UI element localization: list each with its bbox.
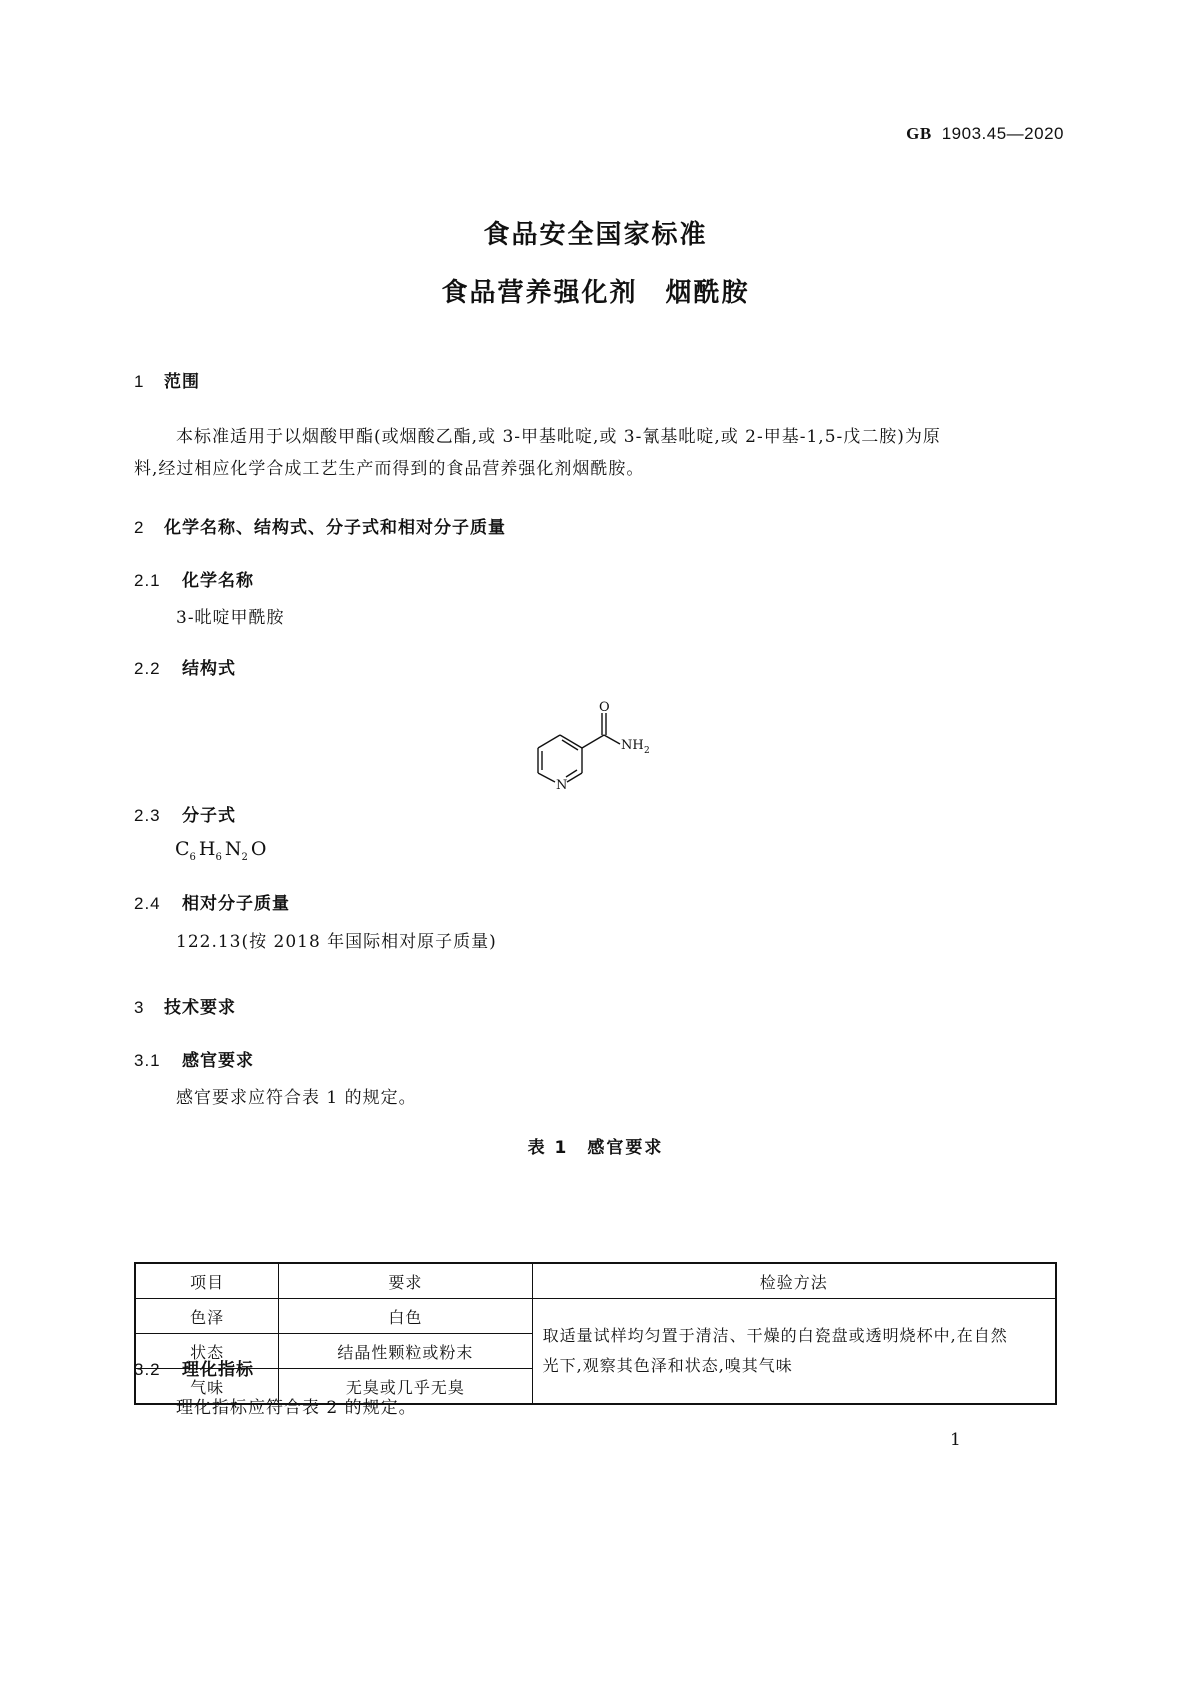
formula-count: 6 xyxy=(189,851,196,863)
section-2-4-heading xyxy=(134,889,290,914)
pyridine-ring xyxy=(538,735,582,782)
section-2-heading xyxy=(134,513,506,538)
section-number: 2.1 xyxy=(134,571,161,590)
section-2-1-heading xyxy=(134,566,254,591)
section-title: 化学名称 xyxy=(182,571,254,591)
amino-subscript: 2 xyxy=(644,746,650,756)
test-method-line-2: 光下,观察其色泽和状态,嗅其气味 xyxy=(542,1356,793,1375)
section-number: 2.2 xyxy=(134,659,161,678)
section-title: 分子式 xyxy=(182,806,236,826)
document-title: 食品安全国家标准 xyxy=(483,220,708,250)
section-2-3-heading xyxy=(134,801,236,826)
section-title: 结构式 xyxy=(182,659,236,679)
test-method-cell xyxy=(532,1299,1056,1405)
section-1-heading xyxy=(134,367,200,392)
formula-element: O xyxy=(250,838,267,860)
row-item: 状态 xyxy=(135,1334,279,1369)
section-number: 3.1 xyxy=(134,1051,161,1070)
header-item: 项目 xyxy=(135,1263,279,1299)
section-title: 范围 xyxy=(164,372,200,392)
formula-element: C xyxy=(175,838,190,860)
molecular-weight: 122.13(按 2018 年国际相对原子质量) xyxy=(176,932,497,952)
table-header-row xyxy=(135,1263,1056,1299)
section-3-1-heading xyxy=(134,1046,254,1071)
section-title: 感官要求 xyxy=(182,1051,254,1071)
standard-number: 1903.45—2020 xyxy=(941,124,1064,143)
amino-group: NH xyxy=(621,738,644,753)
section-title: 理化指标 xyxy=(182,1360,254,1380)
scope-line-2: 料,经过相应化学合成工艺生产而得到的食品营养强化剂烟酰胺。 xyxy=(134,459,645,479)
formula-count: 6 xyxy=(215,851,222,863)
table-1-caption: 表 1 感官要求 xyxy=(527,1138,664,1158)
scope-paragraph xyxy=(134,421,1064,485)
formula-element: H xyxy=(198,838,216,860)
section-number: 3 xyxy=(134,998,145,1017)
section-number: 3.2 xyxy=(134,1360,161,1379)
section-number: 2.4 xyxy=(134,894,161,913)
section-number: 2.3 xyxy=(134,806,161,825)
row-requirement: 结晶性颗粒或粉末 xyxy=(279,1334,532,1369)
formula-count: 2 xyxy=(241,851,248,863)
section-number: 2 xyxy=(134,518,145,537)
ring-nitrogen-atom: N xyxy=(556,778,568,793)
document-subtitle: 食品营养强化剂 烟酰胺 xyxy=(441,278,750,308)
header-method: 检验方法 xyxy=(532,1263,1056,1299)
row-requirement: 无臭或几乎无臭 xyxy=(279,1369,532,1405)
standard-prefix: GB xyxy=(906,124,932,143)
formula-element: N xyxy=(224,838,242,860)
chemical-name: 3-吡啶甲酰胺 xyxy=(176,608,285,628)
section-number: 1 xyxy=(134,372,145,391)
row-requirement: 白色 xyxy=(279,1299,532,1334)
section-title: 技术要求 xyxy=(164,998,236,1018)
sensory-requirements-table xyxy=(134,1262,1057,1405)
physicochemical-text: 理化指标应符合表 2 的规定。 xyxy=(176,1398,417,1418)
test-method-line-1: 取适量试样均匀置于清洁、干燥的白瓷盘或透明烧杯中,在自然 xyxy=(542,1326,1008,1345)
amide-group xyxy=(582,713,620,748)
sensory-requirement-text: 感官要求应符合表 1 的规定。 xyxy=(176,1088,417,1108)
section-title: 化学名称、结构式、分子式和相对分子质量 xyxy=(164,518,506,538)
section-3-2-heading xyxy=(134,1355,254,1380)
structural-formula xyxy=(520,700,670,850)
scope-line-1: 本标准适用于以烟酸甲酯(或烟酸乙酯,或 3-甲基吡啶,或 3-氰基吡啶,或 2-甲基-1,5-戊二胺)为原 xyxy=(176,427,941,447)
oxygen-atom: O xyxy=(599,700,610,715)
section-3-heading xyxy=(134,993,236,1018)
section-title: 相对分子质量 xyxy=(182,894,290,914)
section-2-2-heading xyxy=(134,654,236,679)
table-row xyxy=(135,1299,1056,1334)
molecular-formula xyxy=(175,838,266,863)
row-item: 色泽 xyxy=(135,1299,279,1334)
standard-code xyxy=(906,124,1064,144)
page-number: 1 xyxy=(950,1430,961,1450)
row-item: 气味 xyxy=(135,1369,279,1405)
header-requirement: 要求 xyxy=(279,1263,532,1299)
